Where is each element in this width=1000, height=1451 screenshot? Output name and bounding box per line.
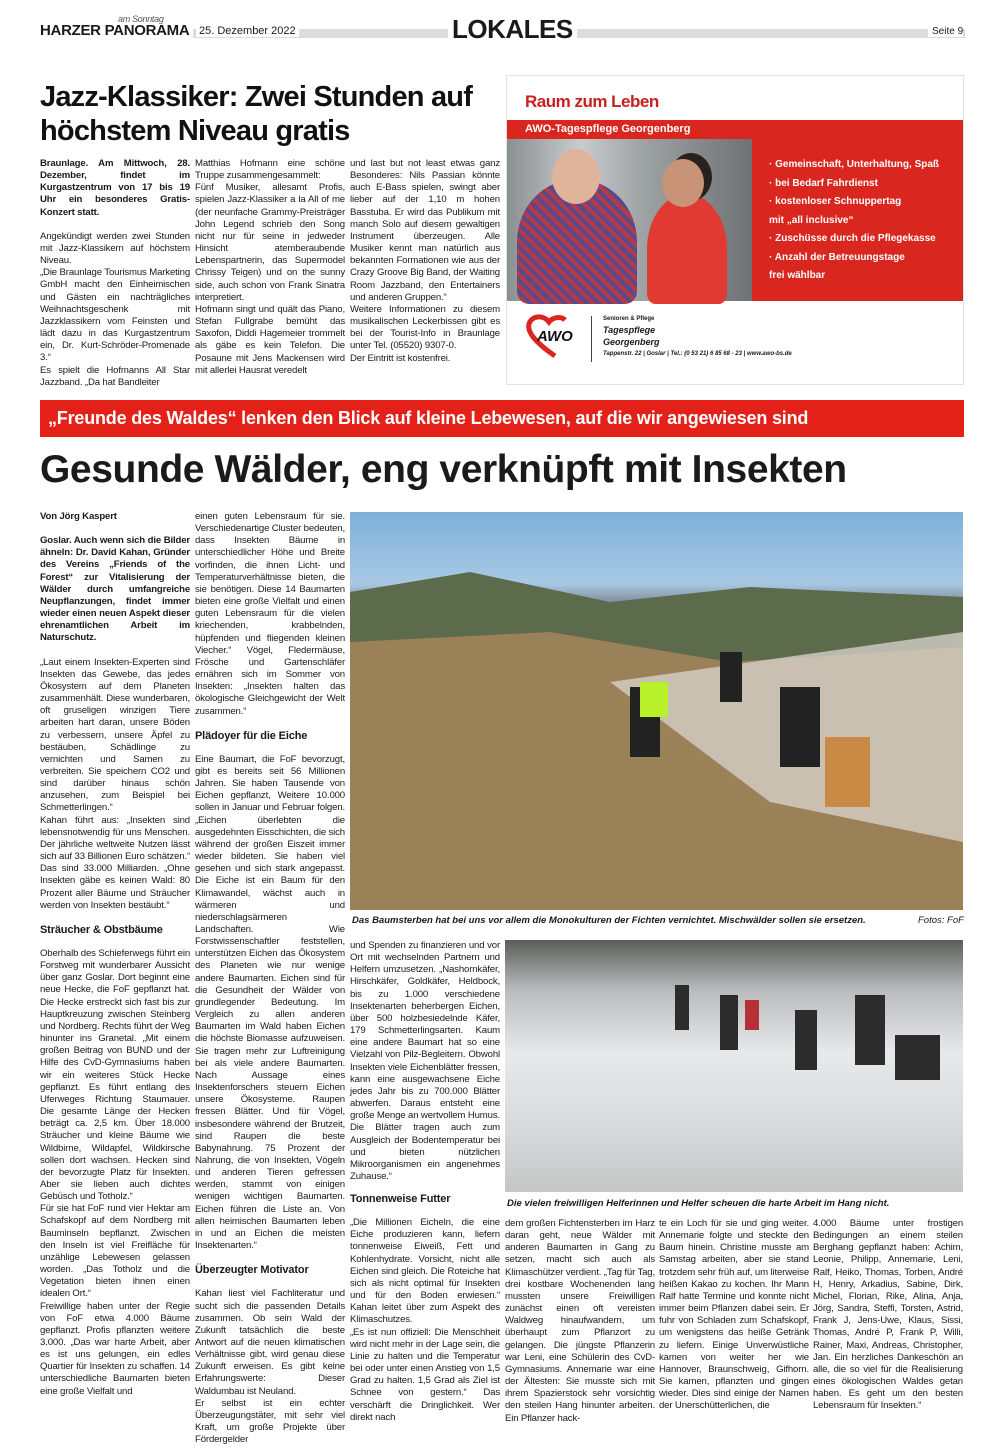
ad-name: Tagespflege Georgenberg: [603, 325, 660, 347]
ad-divider: [591, 316, 592, 362]
ad-contact[interactable]: Tappenstr. 22 | Goslar | Tel.: (0 53 21) 6 85 68 - 23 | www.awo-bs.de: [603, 351, 792, 357]
forest-landscape-illustration: [350, 512, 963, 910]
body-paragraph: Es spielt die Hofmanns All Star Jazzband. „Da hat Bandleiter: [40, 364, 190, 388]
ad-footer: [507, 304, 963, 384]
issue-date: 25. Dezember 2022: [196, 25, 299, 37]
page-number: Seite 9: [928, 26, 963, 37]
body-paragraph: Weitere Informationen zu diesem musikalischen Leckerbissen gibt es bei der Tourist-Info in Braunlage unter Tel. (05520) 9307-0.: [350, 303, 500, 352]
body-paragraph: te ein Loch für sie und ging weiter. Annemarie folgte und steckte den Baum hinein. Christine musste am Samstag arbeiten, aber sie stand trotzdem sehr früh auf, um literweise heißen Kakao zu kochen. Ihr Mann Ralf hatte Termine und konnte nicht immer beim Pflanzen dabei sein. Er fuhr von Schladen zum Schafskopf, um wenigstens das heiße Getränk zu liefern. Einige Unverwüstliche kamen von weiter her wie Hannover, Braunschweig, Gifhorn. Sie kamen, pflanzten und gingen wieder. Dies sind einige der Namen der Unerschütterlichen, die: [659, 1218, 809, 1412]
body-paragraph: Freiwillige haben unter der Regie von FoF etwa 4.000 Bäume gepflanzt. Profis pflanzten weitere 3.000. „Das war harte Arbeit, aber es ist uns gelungen, ein edles Quartier für Insekten zu schaffen. 14 unterschiedliche Baumarten bieten eine große Vielfalt und: [40, 1300, 190, 1397]
ad-benefit: · Zuschüsse durch die Pflegekasse: [769, 230, 939, 249]
ad-subtitle: AWO-Tagespflege Georgenberg: [525, 123, 691, 135]
topic-banner: „Freunde des Waldes“ lenken den Blick auf kleine Lebewesen, auf die wir angewiesen sind: [40, 400, 964, 437]
body-paragraph: Angekündigt werden zwei Stunden mit Jazz-Klassikern auf höchstem Niveau.: [40, 230, 190, 267]
body-paragraph: „Laut einem Insekten-Experten sind Insekten das Gewebe, das jedes Ökosystem auf dem Planeten zusammenhält. Diese wunderbaren, oft gruseligen winzigen Tiere arbeiten hart daran, unsere Böden zu verbessern, unsere Äpfel zu bestäuben, Schädlinge zu vernichten und Samen zu verbreiten. Sie speichern CO2 und sind darüber hinaus schön anzusehen, zum Beispiel bei Schmetterlingen.“: [40, 656, 190, 814]
body-paragraph: „Die Millionen Eicheln, die eine Eiche produzieren kann, liefern tonnenweise Eiweiß, Fett und Kohlenhydrate. Vorsicht, nicht alle Eichen sind gleich. Die Roteiche hat sich als nicht optimal für Insekten und für den Boden erwiesen.“ Kahan leitet über zum Aspekt des Klimaschutzes.: [350, 1217, 500, 1326]
ad-small-label: Senioren & Pflege: [603, 316, 655, 322]
body-paragraph: Eine Baumart, die FoF bevorzugt, gibt es bereits seit 56 Millionen Jahren. Sie haben Tausende von Eichen gepflanzt, Weitere 10.000 sollen in Januar und Februar folgen. „Eichen überlebten die ausgedehnten Eisschichten, die sich während der großen Eiszeit immer wieder bildeten. Sie haben viel gesehen und sich stark angepasst. Die Eiche ist ein Baum für den Klimawandel, wächst auch in wärmeren und niederschlagsärmeren Landschaften. Wie Forstwissenschaftler feststellen, unterstützen Eichen das Ökosystem des Planeten wie nur wenige andere Baumarten. Eichen sind für die Gesundheit der Wälder von grundlegender Bedeutung. Im Vergleich zu allen anderen Baumarten im Wald haben Eichen die höchste Biomasse aufzuweisen. Sie tragen mehr zur Luftreinigung bei als viele andere Baumarten. Nach Aussage eines Insektenforschers steuern Eichen unsere Ökosysteme. Raupen fressen Blätter. Und für Vögel, insbesondere während der Brutzeit, sind Raupen die beste Babynahrung. 75 Prozent der Nahrung, die von Insekten, Vögeln und anderen Tieren gefressen werden, stammt von einigen wenigen wichtigen Baumarten. Eichen führen die Liste an. Von allen heimischen Baumarten leben in und an Eichen die meisten Insektenarten.“: [195, 753, 345, 1252]
main-article-headline: Gesunde Wälder, eng verknüpft mit Insekten: [40, 448, 847, 491]
body-paragraph: und last but not least etwas ganz Besonderes: Nils Passian könnte auch E-Bass spielen, swingt aber lieber auf der 1,10 m hohen Basstuba. Er wird das Publikum mit manch Solo auf diesem gewaltigen Instrument überzeugen. Alle Musiker kennt man natürlich aus bekannten Formationen wie aus der Crazy Groove Big Band, der Waiting Room Jazzband, den Entertainers und anderen Gruppen.“: [350, 158, 500, 303]
ad-benefit: · Anzahl der Betreuungstage frei wählbar: [769, 249, 919, 286]
masthead-logo: [40, 14, 193, 39]
body-paragraph: einen guten Lebensraum für sie. Verschiedenartige Cluster bedeuten, dass Insekten Bäume in unterschiedlicher Höhe und Breite vorfinden, die ihnen Licht- und Temperaturverhältnisse bieten, die sie benötigen. Diese 14 Baumarten bieten eine große Vielfalt und einen guten Lebensraum für die vielen kriechenden, krabbelnden, hüpfenden und fliegenden kleinen Viecher.“ Vögel, Fledermäuse, Frösche und Gartenschläfer ernähren sich im Sommer von Insekten: „Insekten halten das ökologische Gleichgewicht der Welt zusammen.“: [195, 511, 345, 717]
body-paragraph: Kahan liest viel Fachliteratur und sucht sich die passenden Details zusammen. Ob sein Wald der Zukunft tatsächlich die beste Antwort auf die neuen klimatischen Verhältnisse gibt, wird genau diese Zukunft erweisen. Es gibt keine Erfahrungswerte: Dieser Waldumbau ist Neuland.: [195, 1288, 345, 1397]
body-paragraph: „Es ist nun offiziell: Die Menschheit wird nicht mehr in der Lage sein, die Linie zu halten und die Temperatur bei oder unter einen Anstieg von 1,5 Grad zu halten. 1,5 Grad als Ziel ist Schnee von gestern.“ Das verschärft die Dringlichkeit. Wer direkt nach: [350, 1326, 500, 1423]
ad-photo: [507, 139, 752, 301]
body-paragraph: 4.000 Bäume unter frostigen Bedingungen an einem steilen Berghang gepflanzt haben: Achim, Leonie, Philipp, Annemarie, Leni, Ralf, Heiko, Thomas, Torben, André H, Henry, Arkadius, Sabine, Dirk, Michel, Florian, Rike, Alina, Anja, Jörg, Sandra, Steffi, Torsten, Astrid, Frank J, Jens-Uwe, Klaus, Sissi, Thomas, André P, Frank P, Willi, Rainer, Maxi, Andreas, Christopher, Jan. Ein herzliches Dankeschön an alle, die so viel für die Realisierung eines ökologischen Waldes getan haben. Es geht um den besten Lebensraum für Insekten.“: [813, 1218, 963, 1412]
main-column-3: [350, 940, 500, 1190]
photo-caption-1: Das Baumsterben hat bei uns vor allem die Monokulturen der Fichten vernichtet. Mischwälder sollen sie ersetzen.: [352, 915, 866, 926]
masthead-title: HARZER PANORAMA: [40, 22, 190, 39]
byline: Von Jörg Kaspert: [40, 511, 117, 522]
main-column-2: [195, 511, 345, 1446]
photo-credit: Fotos: FoF: [918, 915, 964, 926]
ad-benefit: · Gemeinschaft, Unterhaltung, Spaß: [769, 156, 939, 175]
body-paragraph: „Die Braunlage Tourismus Marketing GmbH macht den Einheimischen und Gästen ein nachträgliches Weihnachtsgeschenk mit Jazzklassikern vom Feinsten und lädt dazu in das Kurgastzentrum ein, Dr. Kurt-Schröder-Promenade 3.“: [40, 267, 190, 364]
photo-caption-2: Die vielen freiwilligen Helferinnen und Helfer scheuen die harte Arbeit im Hang nicht.: [507, 1198, 890, 1209]
body-paragraph: dem großen Fichtensterben im Harz daran geht, neue Wälder mit anderen Baumarten in Gang zu setzen, macht sich auch als Klimaschützer verdient. „Tag für Tag, drei kostbare Wochenenden lang mussten unsere Freiwilligen zunächst einen oft vereisten Waldweg hinaufwandern, um überhaupt zum Pflanzort zu gelangen. Die jüngste Pflanzerin war Leni, eine Schülerin des CvD-Gymnasiums. Annemarie war eine der Ältesten: Sie musste sich mit ihrem Spazierstock sehr vorsichtig den steilen Hang hinunter arbeiten. Ein Pflanzer hack-: [505, 1218, 655, 1424]
jazz-column-3: [350, 158, 500, 386]
jazz-article-headline: Jazz-Klassiker: Zwei Stunden auf höchstem Niveau gratis: [40, 81, 473, 147]
body-paragraph: Oberhalb des Schieferwegs führt ein Forstweg mit wunderbarer Aussicht über ganz Goslar. Dort beginnt eine neue Hecke, die FoF gepflanzt hat. Die Hecke erstreckt sich fast bis zur Hauptkreuzung zwischen Steinberg und Nordberg. Rechts führt der Weg hinunter ins Granetal. „Mit einem großen Beitrag von BUND und der Hilfe des CvD-Gymnasiums haben wir ein weiteres Stück Hecke gepflanzt. Es führt entlang des Uferweges Richtung Staumauer. Die gesamte Länge der Hecken beträgt ca. 2,5 km. Über 18.000 Sträucher und kleine Bäume wie Wildbirne, Wildapfel, Wildkirsche sollen dort wachsen. Hecken sind der bevorzugte Platz für Insekten. Aber sie lieben auch dichtes Gebüsch und Totholz.“: [40, 948, 190, 1203]
body-paragraph: Der Eintritt ist kostenfrei.: [350, 352, 451, 364]
awo-advertisement[interactable]: [506, 75, 964, 385]
ad-benefit: · bei Bedarf Fahrdienst: [769, 175, 939, 194]
lead-paragraph: Goslar. Auch wenn sich die Bilder ähneln: Dr. David Kahan, Gründer des Vereins „Friends of the Forest“ zur Vitalisierung der Wälder durch umfangreiche Neupflanzungen, findet immer wieder einen neuen Aspekt dieser ehrenamtlichen Arbeit im Naturschutz.: [40, 535, 190, 644]
subheading: Sträucher & Obstbäume: [40, 923, 163, 936]
ad-benefit: · kostenloser Schnuppertag mit „all inclusive“: [769, 193, 919, 230]
subheading: Plädoyer für die Eiche: [195, 729, 308, 742]
jazz-column-1: [40, 158, 190, 386]
body-paragraph: Für sie hat FoF rund vier Hektar am Schafskopf auf dem Nordberg mit Bauminseln bepflanzt. Zwischen den Inseln ist viel Freifläche für unzählige Lebewesen gelassen worden. „Das Totholz und die Vegetation bieten ihnen einen idealen Ort.“: [40, 1203, 190, 1300]
subheading: Tonnenweise Futter: [350, 1193, 451, 1205]
volunteers-planting-photo: [505, 940, 963, 1192]
body-paragraph: Hofmann singt und quält das Piano, Stefan Fullgrabe bemüht das Saxofon, Diddi Hagemeier trommelt als gäbe es kein Telefon. Die Posaune mit Jens Mackensen wird mit allerlei Hausrat veredelt: [195, 303, 345, 376]
body-paragraph: Kahan führt aus: „Insekten sind lebensnotwendig für uns Menschen. Der jährliche weltweite Nutzen lässt sich auf 33 Billionen Euro schätzen.“ Das sind 33.000 Milliarden. „Ohne Insekten gäbe es keinen Wald: 80 Prozent aller Bäume und Sträucher werden von Insekten bestäubt.“: [40, 814, 190, 911]
jazz-column-2: [195, 158, 345, 386]
snowy-hillside-illustration: [505, 940, 963, 1192]
lead-paragraph: Braunlage. Am Mittwoch, 28. Dezember, findet im Kurgastzentrum von 17 bis 19 Uhr ein besonderes Gratis-Konzert statt.: [40, 158, 190, 218]
main-column-6: [659, 1218, 809, 1431]
forest-clearing-photo: [350, 512, 963, 910]
body-paragraph: Er selbst ist ein echter Überzeugungstäter, mit sehr viel Kraft, um große Projekte über Fördergelder: [195, 1397, 345, 1446]
body-paragraph: Fünf Musiker, allesamt Profis, spielen Jazz-Klassiker a la All of me (der neunfache Grammy-Preisträger John Legend schrieb den Song nicht nur für seine in jedweder Hinsicht atemberaubende Lebenspartnerin, das Supermodel Chrissy Teigen) und on the sunny side, auch schon von Frank Sinatra interpretiert.: [195, 182, 345, 303]
awo-logo-text: AWO: [537, 328, 573, 345]
main-column-7: [813, 1218, 963, 1431]
ad-benefits-list: [769, 156, 939, 286]
ad-title: Raum zum Leben: [525, 92, 659, 111]
body-paragraph: und Spenden zu finanzieren und vor Ort mit wechselnden Partnern und Helfern umzusetzen. „Nashornkäfer, Hirschkäfer, Goldkäfer, Heldbock, bis zu 1.000 verschiedene Insektenarten beherbergen Eichen, über 500 holzbesiedelnde Käfer, 179 Schmetterlingsarten. Kaum eine andere Baumart hat so eine Vielzahl von Pilz-Begleitern. Obwohl Insekten viele Eichenblätter fressen, kann eine ausgewachsene Eiche jedes Jahr bis zu 700.000 Blätter abwerfen. Daraus entsteht eine große Menge an wertvollem Humus. Die Blätter tragen auch zum Ausgleich der Bodentemperatur bei und bieten nützlichen Mikroorganismen ein angenehmes Zuhause.“: [350, 940, 500, 1182]
section-title: LOKALES: [448, 14, 577, 45]
subheading: Überzeugter Motivator: [195, 1264, 309, 1277]
main-column-4: [350, 1193, 500, 1431]
body-paragraph: Matthias Hofmann eine schöne Truppe zusammengesammelt:: [195, 158, 345, 182]
main-column-1: [40, 511, 190, 1431]
main-column-5: [505, 1218, 655, 1431]
masthead-subtitle: am Sonntag: [118, 14, 164, 24]
